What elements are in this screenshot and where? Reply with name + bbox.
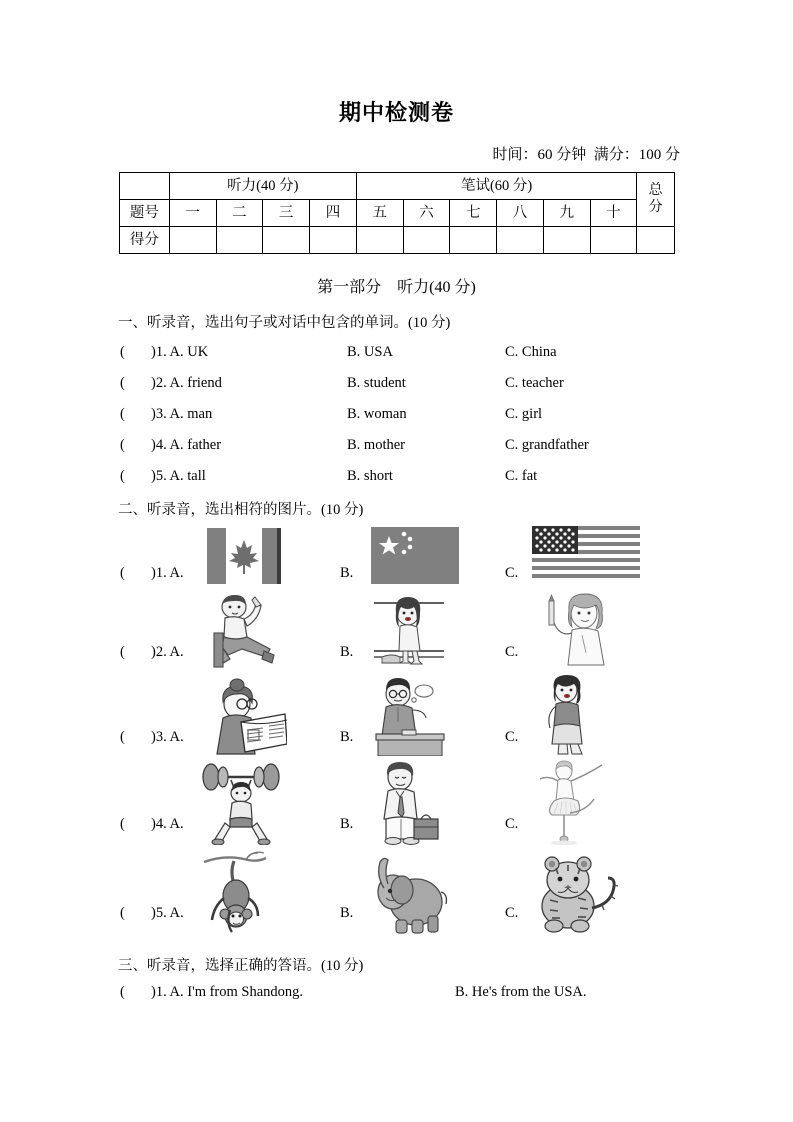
woman-teacher-icon[interactable] bbox=[534, 593, 618, 667]
question-number-5: 五 bbox=[356, 200, 403, 227]
question-row-2-1 bbox=[118, 524, 758, 582]
option-c[interactable]: C. girl bbox=[505, 406, 543, 422]
option-a-label[interactable]: )3. A. bbox=[151, 729, 184, 745]
part-one-header: 第一部分 听力(40 分) bbox=[317, 279, 476, 296]
score-cell-10[interactable] bbox=[590, 227, 637, 254]
answer-bracket[interactable]: ( bbox=[120, 816, 125, 832]
answer-bracket[interactable]: ( bbox=[120, 729, 125, 745]
option-c-label[interactable]: C. bbox=[505, 644, 519, 660]
canada-flag-icon[interactable] bbox=[207, 528, 281, 584]
option-a[interactable]: )4. A. father bbox=[151, 437, 222, 453]
woman-standing-icon[interactable] bbox=[532, 674, 598, 756]
answer-bracket[interactable]: ( bbox=[120, 406, 125, 422]
score-table-corner-cell bbox=[120, 173, 170, 200]
question-row-1-4 bbox=[118, 437, 738, 458]
option-a[interactable]: )5. A. tall bbox=[151, 468, 206, 484]
answer-bracket[interactable]: ( bbox=[120, 437, 125, 453]
question-row-3-1 bbox=[118, 984, 758, 1005]
option-c[interactable]: C. fat bbox=[505, 468, 538, 484]
option-a[interactable]: )1. A. I'm from Shandong. bbox=[151, 984, 304, 1000]
table-row-scores bbox=[120, 227, 675, 254]
option-c-label[interactable]: C. bbox=[505, 729, 519, 745]
option-b[interactable]: B. mother bbox=[347, 437, 405, 453]
score-cell-8[interactable] bbox=[497, 227, 544, 254]
question-number-9: 九 bbox=[543, 200, 590, 227]
option-b[interactable]: B. He's from the USA. bbox=[455, 984, 587, 1000]
score-cell-9[interactable] bbox=[543, 227, 590, 254]
elephant-icon[interactable] bbox=[368, 854, 450, 934]
option-c-label[interactable]: C. bbox=[505, 565, 519, 581]
option-c[interactable]: C. teacher bbox=[505, 375, 564, 391]
question-number-3: 三 bbox=[263, 200, 310, 227]
answer-bracket[interactable]: ( bbox=[120, 644, 125, 660]
question-number-6: 六 bbox=[403, 200, 450, 227]
question-number-label: 题号 bbox=[120, 200, 170, 227]
question-row-1-2 bbox=[118, 375, 738, 396]
question-row-2-4 bbox=[118, 763, 758, 833]
question-row-1-1 bbox=[118, 344, 738, 365]
option-c[interactable]: C. China bbox=[505, 344, 557, 360]
question-number-10: 十 bbox=[590, 200, 637, 227]
option-a-label[interactable]: )1. A. bbox=[151, 565, 184, 581]
option-b-label[interactable]: B. bbox=[340, 644, 354, 660]
girl-at-desk-icon[interactable] bbox=[370, 595, 448, 667]
score-cell-7[interactable] bbox=[450, 227, 497, 254]
score-cell-1[interactable] bbox=[169, 227, 216, 254]
score-cell-3[interactable] bbox=[263, 227, 310, 254]
listening-group-header: 听力(40 分) bbox=[169, 173, 356, 200]
answer-bracket[interactable]: ( bbox=[120, 984, 125, 1000]
option-b[interactable]: B. student bbox=[347, 375, 406, 391]
table-row-question-numbers bbox=[120, 200, 675, 227]
option-b-label[interactable]: B. bbox=[340, 905, 354, 921]
question-row-2-2 bbox=[118, 593, 758, 661]
section-three-heading: 三、听录音，选择正确的答语。(10 分) bbox=[118, 958, 364, 974]
score-cell-2[interactable] bbox=[216, 227, 263, 254]
monkey-hanging-icon[interactable] bbox=[200, 850, 274, 934]
answer-bracket[interactable]: ( bbox=[120, 905, 125, 921]
total-score-header bbox=[637, 173, 675, 227]
usa-flag-icon[interactable] bbox=[532, 526, 640, 578]
answer-bracket[interactable]: ( bbox=[120, 468, 125, 484]
question-number-8: 八 bbox=[497, 200, 544, 227]
option-b[interactable]: B. woman bbox=[347, 406, 407, 422]
question-row-2-3 bbox=[118, 678, 758, 746]
exam-meta-line: 时间：60 分钟 满分：100 分 bbox=[492, 147, 680, 163]
score-cell-5[interactable] bbox=[356, 227, 403, 254]
answer-bracket[interactable]: ( bbox=[120, 344, 125, 360]
option-a[interactable]: )3. A. man bbox=[151, 406, 213, 422]
score-cell-4[interactable] bbox=[310, 227, 357, 254]
question-row-1-5 bbox=[118, 468, 738, 489]
option-b[interactable]: B. short bbox=[347, 468, 393, 484]
option-b[interactable]: B. USA bbox=[347, 344, 393, 360]
score-table bbox=[119, 172, 675, 254]
option-a-label[interactable]: )5. A. bbox=[151, 905, 184, 921]
option-c-label[interactable]: C. bbox=[505, 905, 519, 921]
question-number-1: 一 bbox=[169, 200, 216, 227]
question-number-7: 七 bbox=[450, 200, 497, 227]
answer-bracket[interactable]: ( bbox=[120, 375, 125, 391]
option-a[interactable]: )2. A. friend bbox=[151, 375, 222, 391]
option-b-label[interactable]: B. bbox=[340, 565, 354, 581]
score-row-label: 得分 bbox=[120, 227, 170, 254]
option-a[interactable]: )1. A. UK bbox=[151, 344, 209, 360]
ballerina-icon[interactable] bbox=[530, 759, 614, 845]
question-number-4: 四 bbox=[310, 200, 357, 227]
option-b-label[interactable]: B. bbox=[340, 816, 354, 832]
boy-sitting-icon[interactable] bbox=[206, 593, 278, 669]
total-header-top: 总 bbox=[648, 183, 663, 199]
section-one-heading: 一、听录音，选出句子或对话中包含的单词。(10 分) bbox=[118, 315, 451, 331]
weightlifter-icon[interactable] bbox=[198, 763, 284, 845]
section-two-heading: 二、听录音，选出相符的图片。(10 分) bbox=[118, 502, 364, 518]
businessman-with-briefcase-icon[interactable] bbox=[370, 761, 442, 845]
written-group-header: 笔试(60 分) bbox=[356, 173, 637, 200]
option-c[interactable]: C. grandfather bbox=[505, 437, 589, 453]
option-b-label[interactable]: B. bbox=[340, 729, 354, 745]
question-number-2: 二 bbox=[216, 200, 263, 227]
question-row-1-3 bbox=[118, 406, 738, 427]
option-c-label[interactable]: C. bbox=[505, 816, 519, 832]
woman-reading-newspaper-icon[interactable] bbox=[201, 678, 287, 756]
total-header-bottom: 分 bbox=[648, 199, 663, 215]
score-cell-6[interactable] bbox=[403, 227, 450, 254]
china-flag-icon[interactable] bbox=[371, 527, 459, 584]
question-row-2-5 bbox=[118, 852, 758, 922]
option-a-label[interactable]: )2. A. bbox=[151, 644, 184, 660]
man-at-desk-icon[interactable] bbox=[368, 676, 446, 756]
answer-bracket[interactable]: ( bbox=[120, 565, 125, 581]
option-a-label[interactable]: )4. A. bbox=[151, 816, 184, 832]
score-cell-total[interactable] bbox=[637, 227, 675, 254]
page-title: 期中检测卷 bbox=[338, 101, 454, 126]
tiger-icon[interactable] bbox=[528, 854, 624, 934]
table-row-groups bbox=[120, 173, 675, 200]
